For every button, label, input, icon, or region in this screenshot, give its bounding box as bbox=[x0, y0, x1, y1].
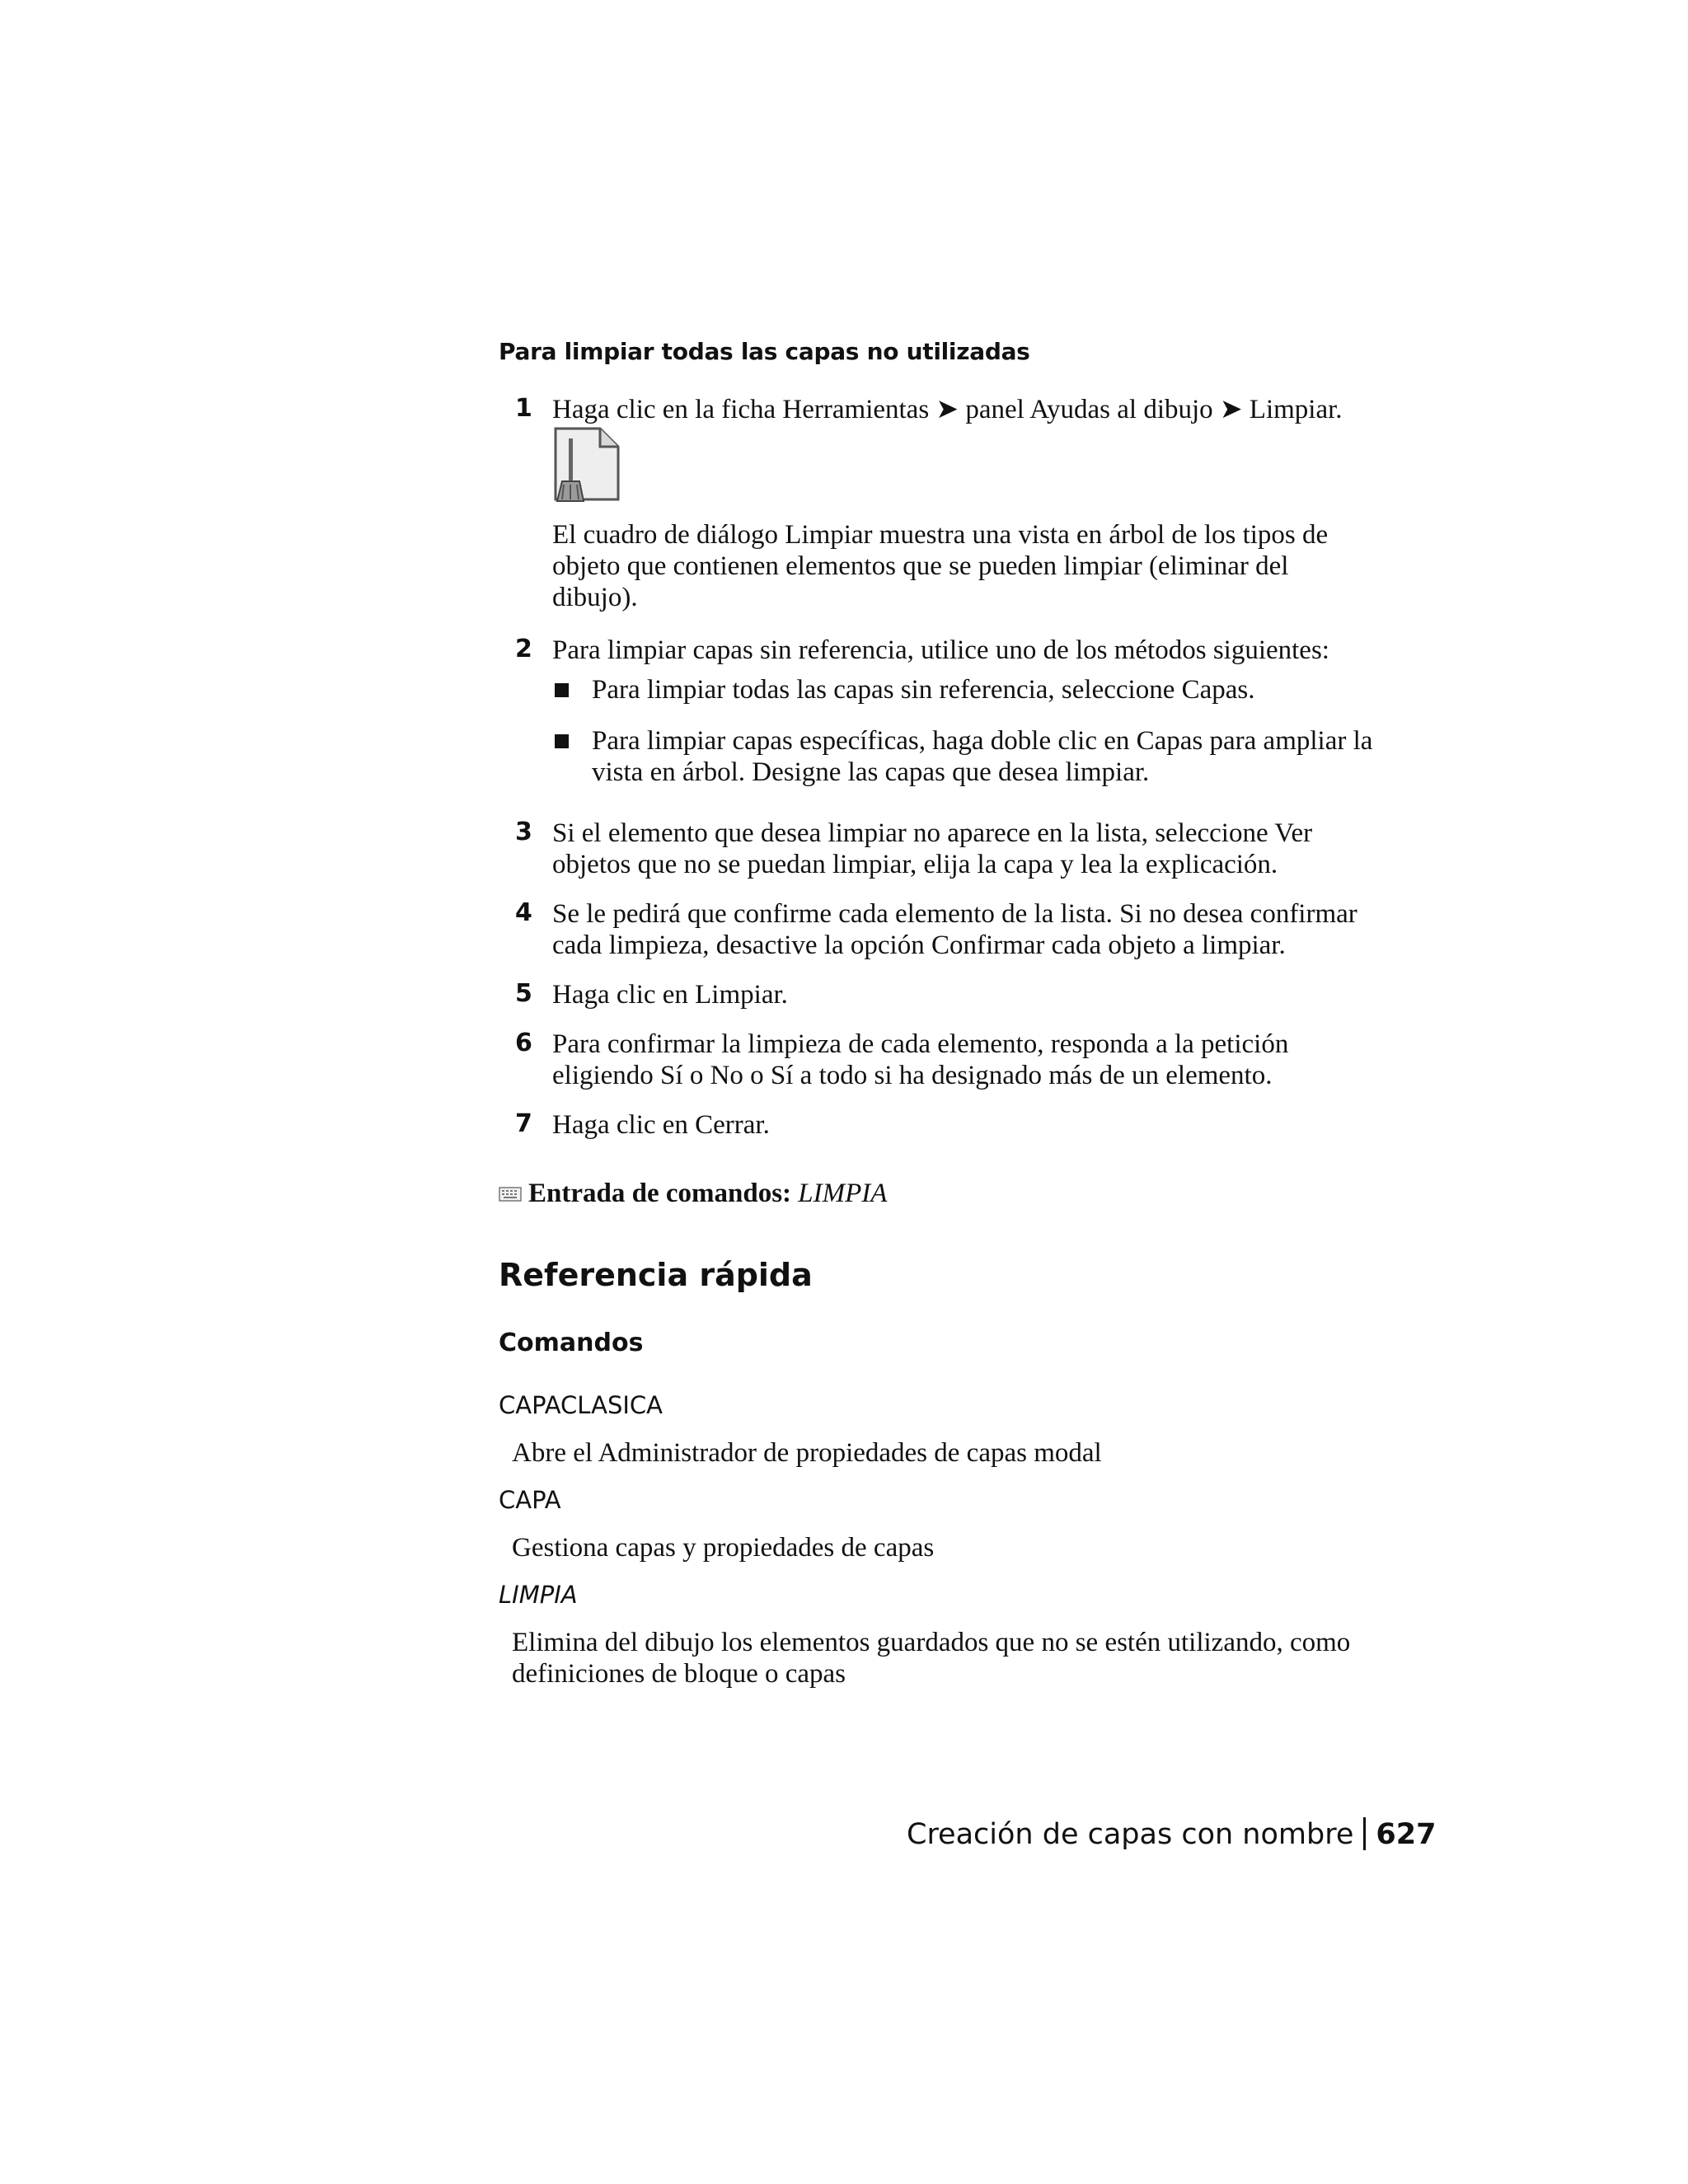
chapter-title: Creación de capas con nombre bbox=[907, 1818, 1354, 1851]
step-number: 2 bbox=[515, 635, 532, 663]
command-entry-label: Entrada de comandos: bbox=[528, 1179, 792, 1208]
step-text: Para limpiar capas sin referencia, utilice uno de los métodos siguientes: bbox=[552, 635, 1329, 665]
purge-broom-icon bbox=[552, 427, 621, 503]
bullet-text: Para limpiar capas específicas, haga doble clic en Capas para ampliar la vista en árbol. Designe las capas que desea limpiar. bbox=[592, 726, 1373, 787]
step-number: 3 bbox=[515, 818, 532, 846]
bullet-square-icon bbox=[555, 734, 569, 748]
step-text: Se le pedirá que confirme cada elemento de la lista. Si no desea confirmar cada limpieza, desactive la opción Confirmar cada objeto a limpiar. bbox=[552, 899, 1357, 960]
keyboard-icon bbox=[499, 1185, 522, 1203]
step-text: Haga clic en Limpiar. bbox=[552, 980, 788, 1010]
footer-divider bbox=[1363, 1817, 1366, 1850]
subsection-title: Comandos bbox=[499, 1329, 644, 1357]
command-description: Abre el Administrador de propiedades de capas modal bbox=[512, 1438, 1102, 1468]
command-name: LIMPIA bbox=[499, 1581, 578, 1609]
command-description: Elimina del dibujo los elementos guardados que no se estén utilizando, como definiciones de bloque o capas bbox=[512, 1628, 1351, 1689]
page-number: 627 bbox=[1376, 1818, 1437, 1851]
step-number: 6 bbox=[515, 1029, 532, 1057]
step-text: El cuadro de diálogo Limpiar muestra una vista en árbol de los tipos de objeto que contienen elementos que se pueden limpiar (eliminar del dibujo). bbox=[552, 520, 1329, 612]
command-entry-value: LIMPIA bbox=[798, 1179, 888, 1208]
command-name: CAPACLASICA bbox=[499, 1391, 663, 1419]
bullet-text: Para limpiar todas las capas sin referencia, seleccione Capas. bbox=[592, 675, 1255, 705]
bullet-square-icon bbox=[555, 683, 569, 697]
step-text: Haga clic en Cerrar. bbox=[552, 1110, 770, 1140]
command-description: Gestiona capas y propiedades de capas bbox=[512, 1533, 935, 1563]
step-number: 5 bbox=[515, 979, 532, 1008]
step-number: 4 bbox=[515, 898, 532, 927]
section-title: Referencia rápida bbox=[499, 1257, 813, 1293]
step-number: 1 bbox=[515, 394, 532, 423]
step-number: 7 bbox=[515, 1109, 532, 1138]
step-text: Para confirmar la limpieza de cada elemento, responda a la petición eligiendo Sí o No o Sí a todo si ha designado más de un elemento. bbox=[552, 1029, 1289, 1090]
page-footer bbox=[907, 1817, 1437, 1851]
command-entry bbox=[499, 1177, 887, 1210]
procedure-title: Para limpiar todas las capas no utilizadas bbox=[499, 338, 1030, 365]
command-name: CAPA bbox=[499, 1486, 561, 1514]
step-text: Si el elemento que desea limpiar no aparece en la lista, seleccione Ver objetos que no se puedan limpiar, elija la capa y lea la explicación. bbox=[552, 818, 1313, 879]
step-text: Haga clic en la ficha Herramientas ➤ panel Ayudas al dibujo ➤ Limpiar. bbox=[552, 395, 1343, 424]
